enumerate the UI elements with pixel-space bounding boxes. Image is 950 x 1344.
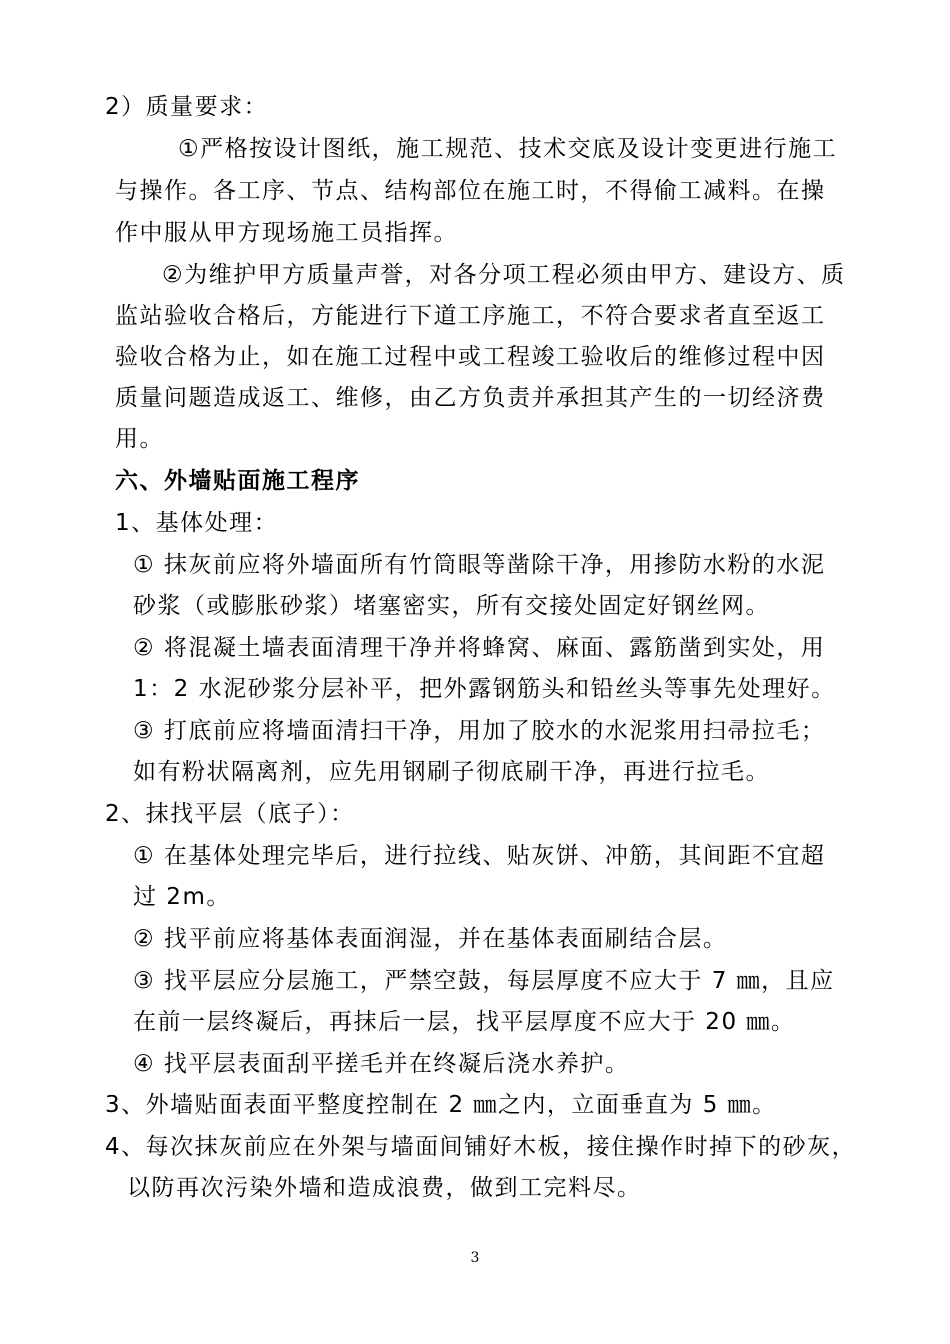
list-item: ② 找平前应将基体表面润湿，并在基体表面刷结合层。	[133, 926, 728, 952]
numbered-paragraph: 以防再次污染外墙和造成浪费，做到工完料尽。	[127, 1175, 642, 1201]
list-item: ② 将混凝土墙表面清理干净并将蜂窝、麻面、露筋凿到实处，用	[133, 635, 826, 661]
list-item: ③ 找平层应分层施工，严禁空鼓，每层厚度不应大于 7 ㎜，且应	[133, 968, 835, 994]
subsection-heading: 2、抹找平层（底子）：	[105, 801, 355, 827]
list-item: 1：2 水泥砂浆分层补平，把外露钢筋头和铅丝头等事先处理好。	[133, 676, 836, 702]
paragraph-line: ②为维护甲方质量声誉，对各分项工程必须由甲方、建设方、质	[162, 262, 846, 288]
list-item: ① 抹灰前应将外墙面所有竹筒眼等凿除干净，用掺防水粉的水泥	[133, 552, 826, 578]
subsection-heading: 1、基体处理：	[115, 510, 279, 536]
list-item: 如有粉状隔离剂，应先用钢刷子彻底刷干净，再进行拉毛。	[133, 759, 770, 785]
list-item: 过 2m。	[133, 884, 231, 910]
list-item: 砂浆（或膨胀砂浆）堵塞密实，所有交接处固定好钢丝网。	[133, 593, 770, 619]
list-item: 在前一层终凝后，再抹后一层，找平层厚度不应大于 20 ㎜。	[133, 1009, 796, 1035]
numbered-paragraph: 4、每次抹灰前应在外架与墙面间铺好木板，接住操作时掉下的砂灰，	[105, 1134, 857, 1160]
list-item: ④ 找平层表面刮平搓毛并在终凝后浇水养护。	[133, 1051, 630, 1077]
numbered-paragraph: 3、外墙贴面表面平整度控制在 2 ㎜之内，立面垂直为 5 ㎜。	[105, 1092, 777, 1118]
quality-requirements-heading: 2）质量要求：	[105, 94, 269, 120]
paragraph-line: 用。	[115, 426, 164, 452]
section-heading: 六、外墙贴面施工程序	[115, 468, 360, 494]
paragraph-line: 与操作。各工序、节点、结构部位在施工时，不得偷工减料。在操	[115, 178, 826, 204]
paragraph-line: ①严格按设计图纸，施工规范、技术交底及设计变更进行施工	[178, 136, 838, 162]
paragraph-line: 作中服从甲方现场施工员指挥。	[115, 220, 458, 246]
page-number: 3	[470, 1250, 480, 1266]
paragraph-line: 质量问题造成返工、维修，由乙方负责并承担其产生的一切经济费	[115, 385, 826, 411]
list-item: ③ 打底前应将墙面清扫干净，用加了胶水的水泥浆用扫帚拉毛；	[133, 718, 826, 744]
paragraph-line: 验收合格为止，如在施工过程中或工程竣工验收后的维修过程中因	[115, 344, 826, 370]
list-item: ① 在基体处理完毕后，进行拉线、贴灰饼、冲筋，其间距不宜超	[133, 843, 826, 869]
paragraph-line: 监站验收合格后，方能进行下道工序施工，不符合要求者直至返工	[115, 303, 826, 329]
